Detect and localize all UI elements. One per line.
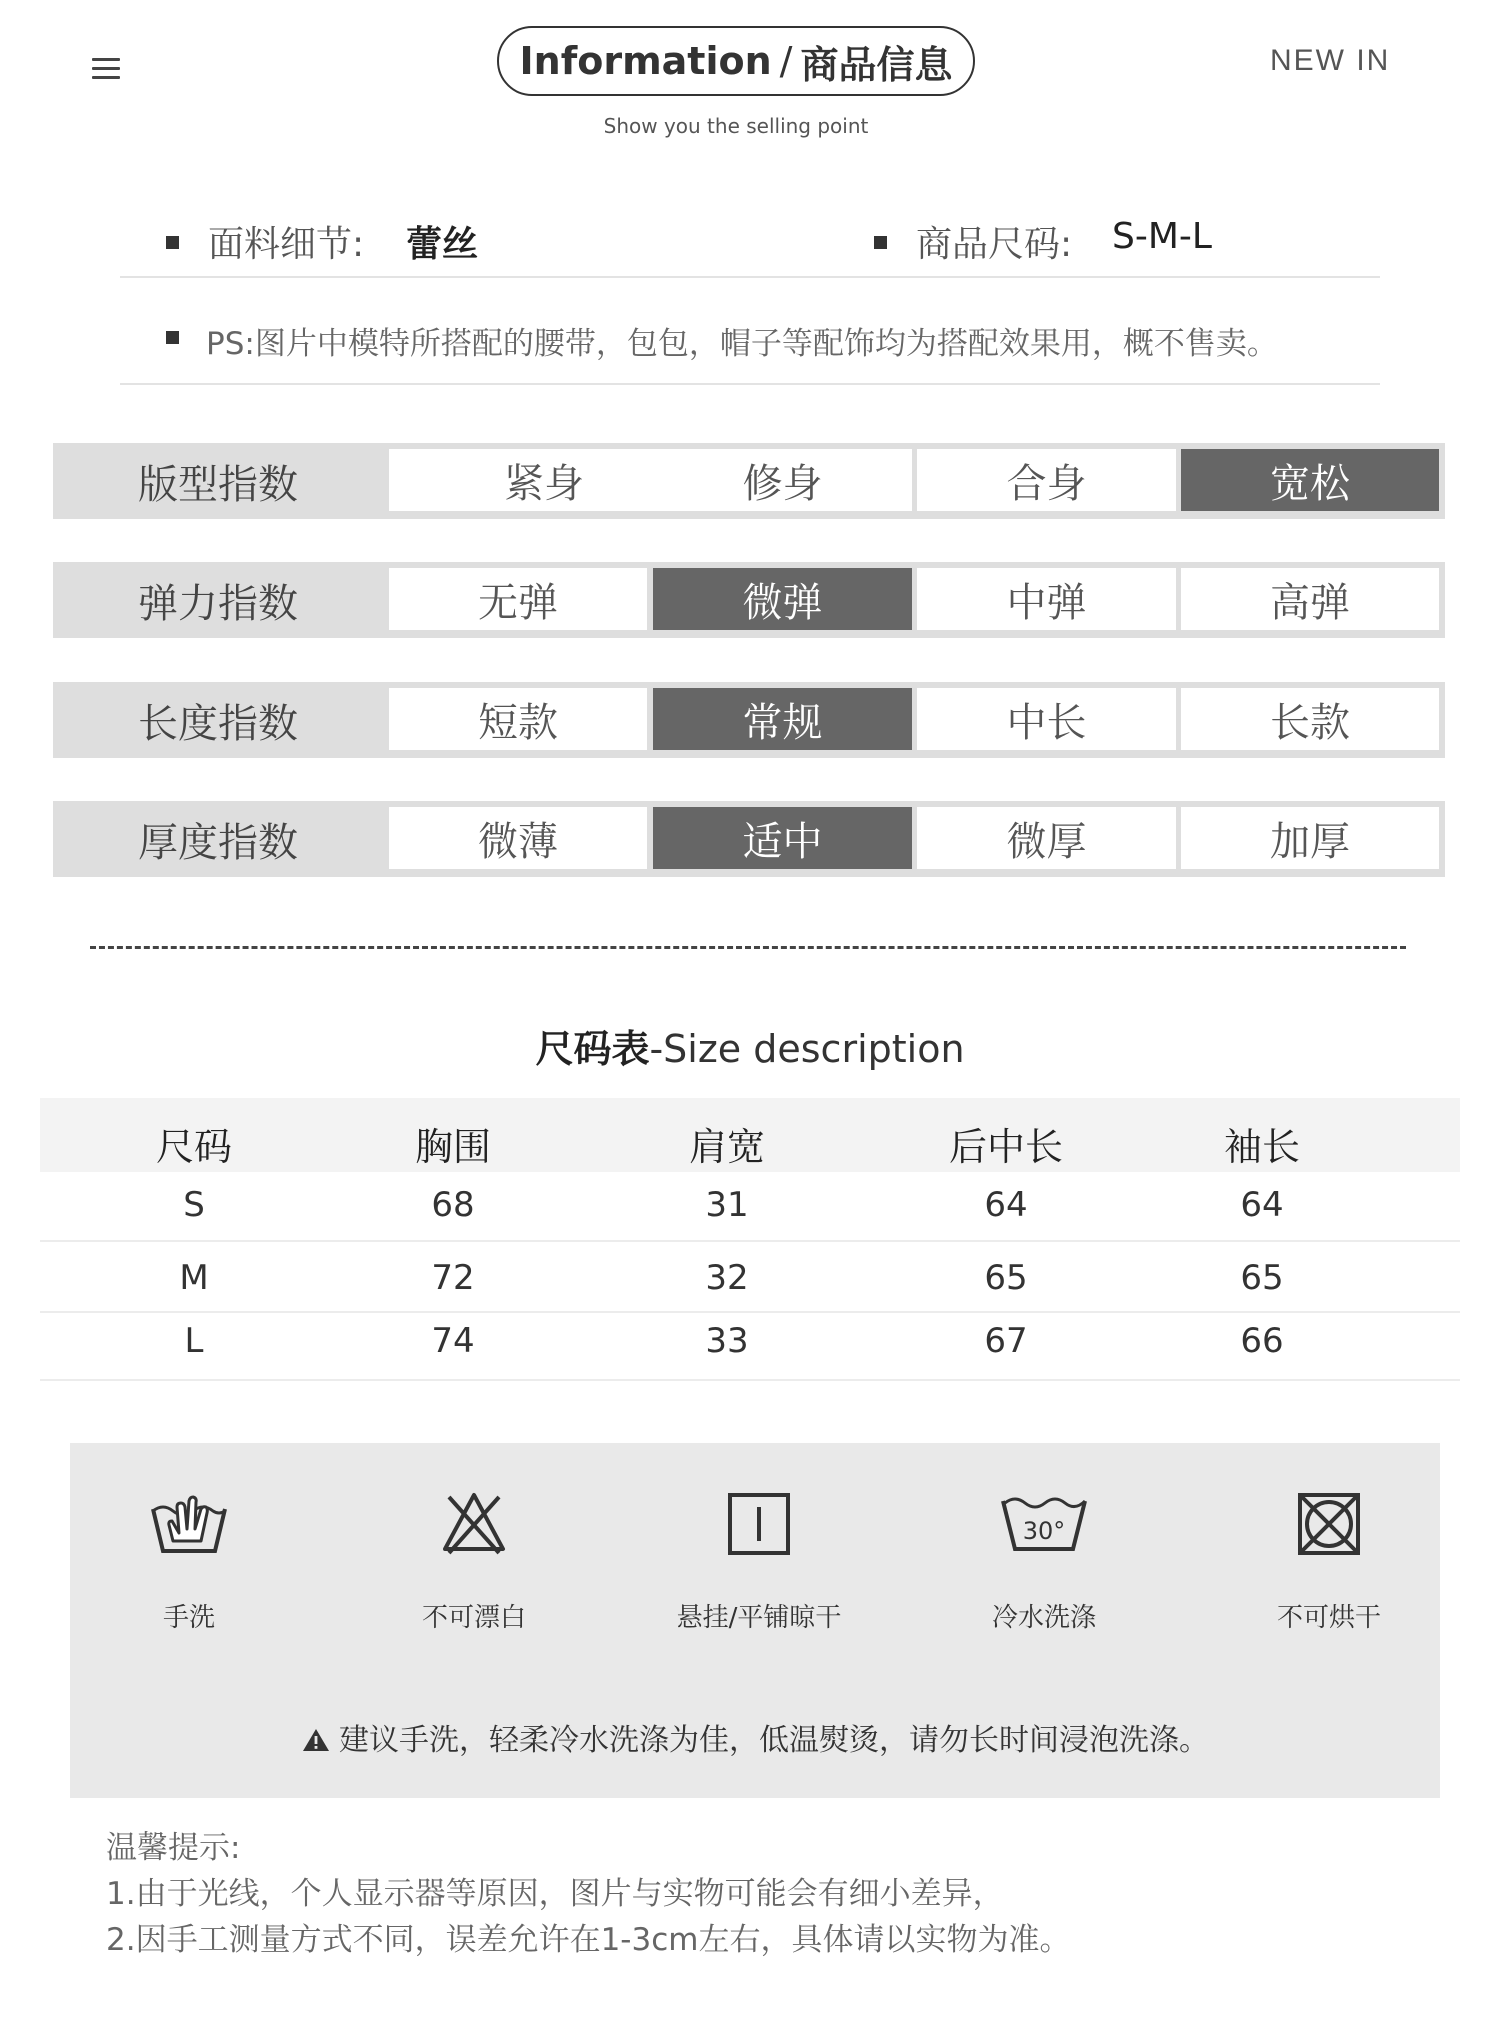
care-label: 手洗 (162, 1603, 215, 1633)
row-divider (40, 1379, 1460, 1381)
index-option-selected: 适中 (653, 807, 912, 869)
care-item (89, 1489, 289, 1634)
size-table-header (40, 1098, 1460, 1172)
dashed-divider (90, 946, 1406, 949)
tips-title: 温馨提示: (106, 1830, 241, 1866)
warning-icon (301, 1727, 331, 1753)
care-note (70, 1715, 1440, 1759)
tips-line: 2.因手工测量方式不同，误差允许在1-3cm左右，具体请以实物为准。 (106, 1922, 1071, 1958)
care-label: 不可漂白 (421, 1603, 526, 1633)
no-bleach-icon (439, 1489, 509, 1557)
column-header: 尺码 (155, 1125, 232, 1169)
care-item (374, 1489, 574, 1634)
thickness-index-row (53, 801, 1445, 877)
index-option-selected: 微弹 (653, 568, 912, 630)
size-label: 商品尺码: (916, 224, 1073, 265)
care-item (944, 1489, 1144, 1634)
index-option: 合身 (917, 449, 1176, 511)
index-name: 厚度指数 (138, 819, 298, 866)
table-cell: 64 (984, 1185, 1028, 1225)
table-cell: S (183, 1185, 205, 1225)
care-label: 悬挂/平铺晾干 (676, 1603, 842, 1633)
index-option-selected: 常规 (653, 688, 912, 750)
tips-line: 1.由于光线，个人显示器等原因，图片与实物可能会有细小差异， (106, 1876, 1004, 1912)
fabric-value: 蕾丝 (406, 224, 479, 265)
column-header: 肩宽 (688, 1125, 765, 1169)
new-in-link[interactable]: NEW IN (1270, 44, 1391, 77)
table-row (40, 1258, 1460, 1304)
row-divider (40, 1240, 1460, 1242)
elasticity-index-row (53, 562, 1445, 638)
title-separator: / (779, 39, 793, 83)
table-cell: 32 (705, 1258, 749, 1298)
table-row (40, 1321, 1460, 1367)
page-title (497, 26, 975, 96)
table-cell: 33 (705, 1321, 749, 1361)
fabric-label: 面料细节: (208, 224, 365, 265)
index-name: 弹力指数 (138, 580, 298, 627)
care-note-text: 建议手洗，轻柔冷水洗涤为佳，低温熨烫，请勿长时间浸泡洗涤。 (339, 1723, 1209, 1758)
table-cell: 31 (705, 1185, 749, 1225)
table-cell: 67 (984, 1321, 1028, 1361)
divider (120, 383, 1380, 385)
row-divider (40, 1311, 1460, 1313)
care-label: 不可烘干 (1276, 1603, 1381, 1633)
care-label: 冷水洗涤 (991, 1603, 1096, 1633)
cold-wash-icon (999, 1489, 1089, 1557)
index-option: 微薄 (389, 807, 647, 869)
table-cell: 72 (431, 1258, 475, 1298)
title-en: Information (519, 39, 772, 83)
page-subtitle: Show you the selling point (603, 114, 869, 138)
tips (106, 1825, 1070, 1963)
hand-wash-icon (149, 1489, 229, 1557)
length-index-row (53, 682, 1445, 758)
table-row (40, 1185, 1460, 1231)
table-cell: 65 (1240, 1258, 1284, 1298)
bullet-icon (874, 236, 887, 249)
column-header: 胸围 (414, 1125, 491, 1169)
care-item (659, 1489, 859, 1634)
table-cell: 65 (984, 1258, 1028, 1298)
index-option: 紧身 (389, 449, 699, 511)
size-table-title (0, 1018, 1500, 1073)
title-cn: 商品信息 (800, 42, 953, 87)
size-title-en: -Size description (649, 1027, 965, 1071)
no-tumble-dry-icon (1294, 1489, 1364, 1557)
index-option: 长款 (1181, 688, 1439, 750)
divider (120, 276, 1380, 278)
hang-dry-icon (724, 1489, 794, 1557)
wash-temperature: 30° (1022, 1517, 1066, 1545)
fit-index-row (53, 443, 1445, 519)
table-cell: 66 (1240, 1321, 1284, 1361)
care-panel (70, 1443, 1440, 1798)
index-option: 微厚 (917, 807, 1176, 869)
ps-note: PS:图片中模特所搭配的腰带，包包，帽子等配饰均为搭配效果用，概不售卖。 (206, 326, 1278, 362)
index-option: 加厚 (1181, 807, 1439, 869)
index-option: 高弹 (1181, 568, 1439, 630)
index-option: 修身 (653, 449, 912, 511)
index-name: 版型指数 (138, 461, 298, 508)
menu-icon[interactable] (92, 58, 120, 80)
index-option: 中长 (917, 688, 1176, 750)
table-cell: M (179, 1258, 209, 1298)
table-cell: 74 (431, 1321, 475, 1361)
index-name: 长度指数 (138, 700, 298, 747)
size-title-cn: 尺码表 (535, 1027, 650, 1071)
table-cell: 64 (1240, 1185, 1284, 1225)
table-cell: 68 (431, 1185, 475, 1225)
size-value: S-M-L (1112, 216, 1212, 257)
bullet-icon (166, 331, 179, 344)
column-header: 后中长 (948, 1125, 1063, 1169)
care-item (1229, 1489, 1429, 1634)
index-option: 无弹 (389, 568, 647, 630)
index-option-selected: 宽松 (1181, 449, 1439, 511)
index-option: 中弹 (917, 568, 1176, 630)
column-header: 袖长 (1223, 1125, 1300, 1169)
bullet-icon (166, 236, 179, 249)
table-cell: L (184, 1321, 204, 1361)
index-option: 短款 (389, 688, 647, 750)
